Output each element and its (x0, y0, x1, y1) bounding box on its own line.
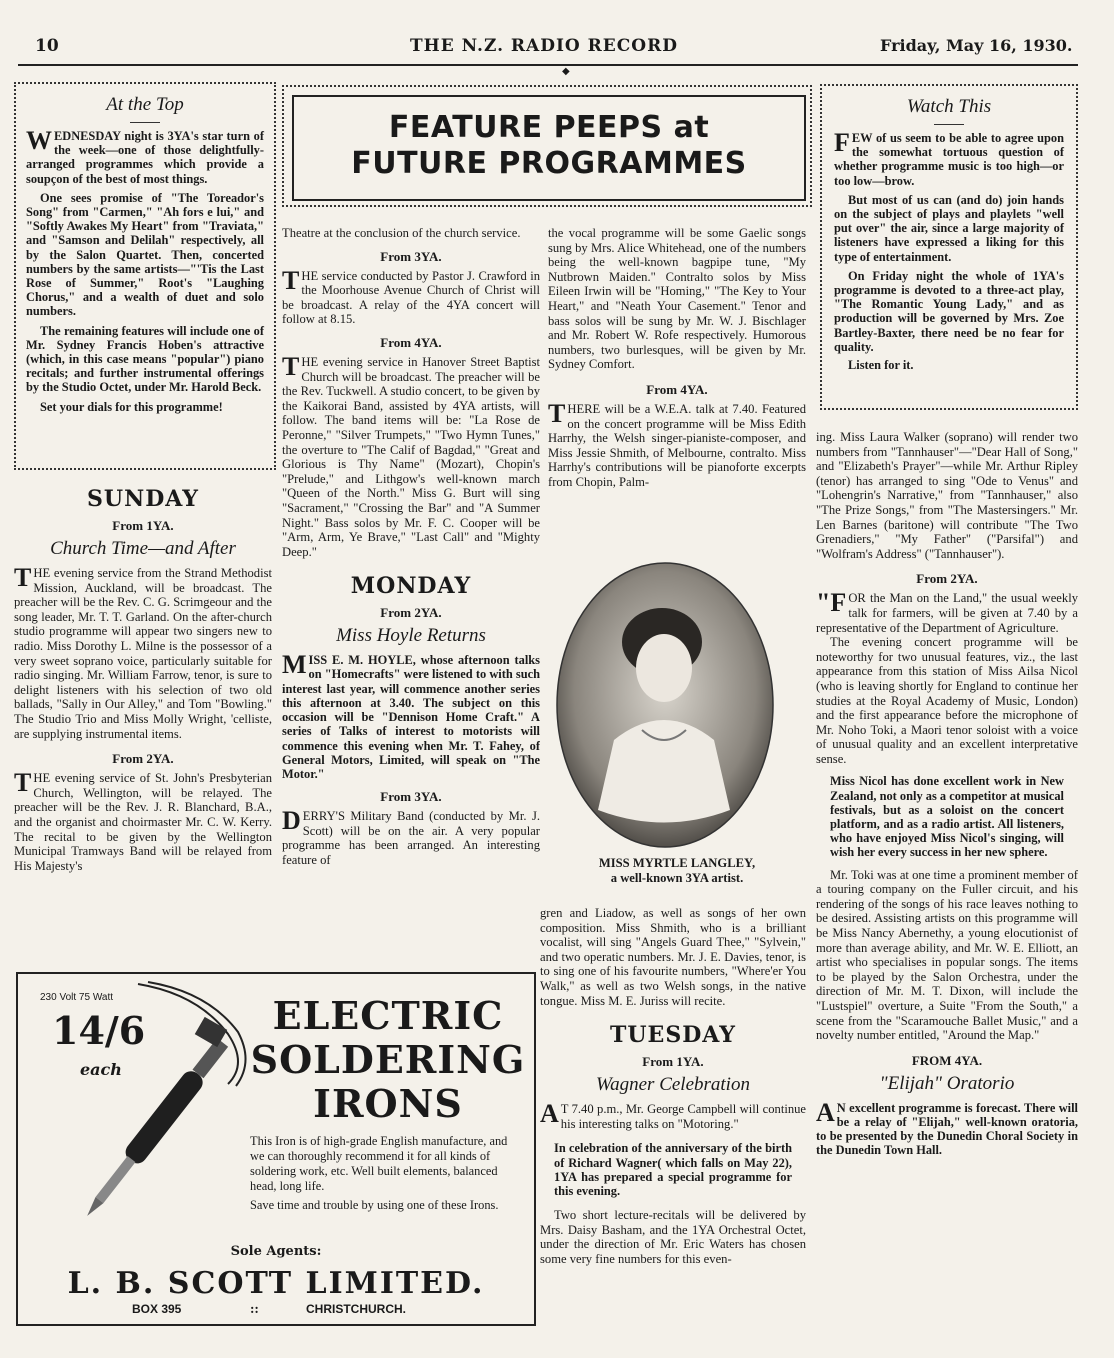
watch-this-box (820, 84, 1078, 410)
col3-para: A T 7.40 p.m., Mr. George Campbell will continue his interesting talks on "Motoring." (540, 1099, 806, 1131)
tuesday-heading: TUESDAY (610, 1022, 736, 1049)
ornament-dot: ◆ (562, 66, 570, 77)
ad-company: L. B. SCOTT LIMITED. (67, 1266, 485, 1301)
col3-para: Two short lecture-recitals will be delivered by Mrs. Daisy Basham, and the 1YA Orchestral Octet, under the direction of Mr. Eric Waters has chosen some very fine numbers for this even- (540, 1208, 806, 1266)
col4-bold-para: Miss Nicol has done excellent work in New Zealand, not only as a competitor at musical festivals, but as a soloist on the concert platform, and as a radio artist. All listeners, who have enjoyed Miss Nicol's singing, will wish her every success in her new sphere. (830, 774, 1064, 860)
ad-desc-para: This Iron is of high-grade English manufacture, and we can thoroughly recommend it for all kinds of soldering work, etc. Well built elements, balanced head, long life. (250, 1134, 508, 1193)
sunday-column (14, 486, 272, 956)
masthead: THE N.Z. RADIO RECORD (410, 36, 678, 56)
caption-name: MISS MYRTLE LANGLEY, (598, 856, 756, 870)
station-label: From 1YA. (642, 1054, 704, 1070)
ad-specs: 230 Volt 75 Watt (40, 992, 114, 1003)
col2-para: Theatre at the conclusion of the church service. (282, 226, 521, 240)
ad-headline-line: IRONS (313, 1081, 463, 1126)
portrait-image (554, 560, 776, 850)
feature-headline-box (282, 85, 812, 207)
tuesday-subhead: Wagner Celebration (596, 1074, 750, 1096)
ad-agents: Sole Agents: (230, 1244, 322, 1259)
at-the-top-box (14, 82, 276, 470)
feature-title-line2: FUTURE PROGRAMMES (351, 146, 747, 181)
ad-headline-line: SOLDERING (250, 1037, 526, 1082)
ad-separator: :: (250, 1302, 259, 1316)
at-the-top-title: At the Top (106, 94, 184, 115)
col3-para: THERE will be a W.E.A. talk at 7.40. Featured on the concert programme will be Miss Edith Harrhy, the Welsh singer-pianiste-composer, and Miss Jessie Shmith, of Melbourne, contralto. Miss Harrhy's contributions will be pianoforte excerpts from Chopin, Palm- (548, 398, 806, 489)
station-label: From 1YA. (112, 518, 174, 533)
col4-para: ing. Miss Laura Walker (soprano) will render two numbers from "Tannhauser"—"Dear Hall of Song," and "Elizabeth's Prayer"—while Mr. Arthur Ripley (tenor) has arranged to sing "Ode to Venus" and "Lohengrin's Narrative," from "Tannhauser," also "The Prize Songs," from "The Mastersingers." Mr. Len Barnes (baritone) will contribute "The Two Grenadiers," "My Father" ("Parsifal") and "Wolfram's Address" ("Tannhauser"). (816, 430, 1078, 561)
sunday-para: THE evening service from the Strand Methodist Mission, Auckland, will be broadcast. The preacher will be the Rev. C. G. Scrimgeour and the song leader, Mr. T. T. Garland. On the after-church studio programme will appear two singers new to radio. Miss Dorothy L. Milne is the possessor of a very sweet soprano voice, particularly suitable for radio singing. Mr. William Farrow, tenor, is sure to delight listeners with his selection of two old ballads, "Sally in Our Alley," and Tom "Bowling." The Studio Trio and Miss Molly Wright, 'celliste, are supplying instrumental items. (14, 563, 272, 741)
station-label: From 2YA. (112, 751, 174, 767)
column-3-top (548, 226, 806, 556)
watch-this-para: But most of us can (and do) join hands on the subject of plays and playlets "well put over" the air, since a large majority of listeners have expressed a liking for this type of entertainment. (834, 192, 1064, 264)
column-4 (816, 430, 1078, 1340)
portrait-caption (548, 856, 806, 886)
sunday-para: THE evening service of St. John's Presbyterian Church, Wellington, will be relayed. The preacher will be the Rev. J. R. Blanchard, B.A., and the organist and choirmaster Mr. C. W. Kerry. The recital to be given by the Wellington Municipal Tramways Band will be relayed from His Majesty's (14, 768, 272, 873)
col4-para: "FOR the Man on the Land," the usual weekly talk for farmers, will be given at 7.40 by a representative of the Department of Agriculture. (816, 588, 1078, 635)
col4-para: Mr. Toki was at one time a prominent member of a touring company on the Fuller circuit, and his rendering of the songs of his race leaves nothing to be desired. Assisting artists on this programme will be Miss Nancy Abernethy, a young elocutionist of more than average ability, and Mr. W. E. Elliott, an artist who specialises in popular songs. The items to be played by the Salon Orchestra, under the direction of Mr. M. T. Dixon, will include the "Lustspiel" overture, a Suite "From the South," a scene from the "Scaramouche Ballet Music," and a novelty number entitled, "Around the Map." (816, 867, 1078, 1043)
ad-description (250, 1134, 522, 1213)
ad-price: 14/6 (52, 1008, 146, 1053)
col3-para: the vocal programme will be some Gaelic songs sung by Mrs. Alice Whitehead, one of the numbers being the well-known bagpipe tune, "My Nutbrown Maiden." Contralto solos by Miss Eileen Irwin will be "Homing," "The Key to Your Heart," and "Neath Your Casement." Tenor and bass solos will be sung by Mr. W. J. Bischlager and Mr. Robert W. Rofe respectively. Humorous numbers, two burlesques, will be given by Mr. Sydney Comfort. (548, 226, 806, 372)
watch-this-para: On Friday night the whole of 1YA's programme is devoted to a three-act play, "The Romantic Young Lady," and as production will be governed by Mrs. Zoe Bartley-Baxter, there need be no fear for quality. (834, 268, 1064, 354)
page-number: 10 (35, 36, 59, 56)
ad-desc-para: Save time and trouble by using one of these Irons. (250, 1198, 499, 1212)
elijah-subhead: "Elijah" Oratorio (879, 1072, 1015, 1094)
col3-bold-para: In celebration of the anniversary of the birth of Richard Wagner( which falls on May 22), 1YA has prepared a special programme for this evening. (554, 1141, 792, 1198)
at-the-top-para: One sees promise of "The Toreador's Song" from "Carmen," "Ah fors e lui," and "Softly Awakes My Heart" from "Traviata," and "Samson and Delilah" respectively, all by the Salon Quartet. Then, concerted numbers by the same artists—"'Tis the Last Rose of Summer," Root's "Laughing Chorus," and a wealth of duet and solo numbers. (26, 190, 264, 319)
divider (934, 124, 964, 125)
monday-subhead: Miss Hoyle Returns (336, 625, 486, 647)
column-3-bottom (540, 906, 806, 1336)
station-label: From 3YA. (380, 789, 442, 805)
at-the-top-para: The remaining features will include one of Mr. Sydney Francis Hoben's attractive (which, in this case means "popular") piano recitals; and further instrumental offerings by the Studio Octet, under Mr. Harold Beck. (26, 323, 264, 395)
divider (130, 122, 160, 123)
header-rule (18, 64, 1078, 66)
station-label: From 2YA. (380, 605, 442, 621)
ad-city: CHRISTCHURCH. (306, 1302, 406, 1316)
issue-date: Friday, May 16, 1930. (880, 36, 1073, 55)
station-label: From 4YA. (380, 334, 442, 350)
station-label: FROM 4YA. (911, 1052, 983, 1068)
col2-para: MISS E. M. HOYLE, whose afternoon talks on "Homecrafts" were listened to with such interest last year, will commence another series this afternoon at 3.40. The subject on this occasion will be "Dennison Home Craft." A series of Talks of interest to motorists will commence this evening when Mr. T. Fahey, of General Motors, Limited, will speak on "The Motor." (282, 650, 540, 781)
column-2 (282, 226, 540, 956)
page-header (0, 36, 1114, 62)
ad-each: each (80, 1060, 122, 1079)
col2-para: THE evening service in Hanover Street Baptist Church will be broadcast. The preacher will be the Rev. Tuckwell. A studio concert, to be given by the Kaikorai Band, assisted by 4YA artists, will follow. The band items will be: "La Rose de Peronne," "Silver Trumpets," "Two Hymn Tunes," the overture to "The Calif of Bagdad," "Great and Glorious is Thy Name" (Mozart), Chopin's "Prelude," and Lithgow's well-known march "Queen of the North." Miss G. Burt will sing "Sacrament," "Crossing the Bar" and "A Summer Night." Bass solos by Mr. F. C. Cooper will be "Arm, Arm, Ye Brave," "Last Call" and "Mighty Deep." (282, 351, 540, 559)
portrait-photo (554, 560, 776, 850)
ad-headline-line: ELECTRIC (272, 993, 504, 1038)
watch-this-para: FEW of us seem to be able to agree upon the somewhat tortuous question of whether programme music is too high—or too low—brow. (834, 128, 1064, 188)
station-label: From 3YA. (380, 248, 442, 264)
caption-desc: a well-known 3YA artist. (610, 871, 744, 885)
station-label: From 2YA. (916, 571, 978, 587)
watch-this-title: Watch This (906, 96, 992, 117)
feature-title-line1: FEATURE PEEPS at (388, 110, 710, 145)
col2-para: DERRY'S Military Band (conducted by Mr. J. Scott) will be on the air. A very popular programme has been arranged. An interesting feature of (282, 806, 540, 867)
at-the-top-para: WEDNESDAY night is 3YA's star turn of the week—one of those delightfully-arranged programmes which provide a soupçon of the best of most things. (26, 126, 264, 186)
station-label: From 4YA. (646, 381, 708, 397)
monday-heading: MONDAY (350, 573, 472, 600)
watch-this-para: Listen for it. (848, 358, 914, 373)
soldering-iron-ad (16, 972, 536, 1326)
col3-para: gren and Liadow, as well as songs of her own composition. Miss Shmith, who is a brilliant vocalist, will sing "Angels Guard Thee," "Sylvein," and two operatic numbers. Mr. J. E. Davies, tenor, is to sing one of his favourite numbers, "Where'er You Walk," as well as two Welsh songs, in the native tongue. Miss M. E. Juriss will recite. (540, 906, 806, 1008)
ad-box-number: BOX 395 (132, 1302, 182, 1316)
sunday-heading: SUNDAY (87, 486, 199, 512)
col4-para: A N excellent programme is forecast. There will be a relay of "Elijah," well-known oratoria, to be presented by the Dunedin Choral Society in the Dunedin Town Hall. (816, 1097, 1078, 1158)
at-the-top-para: Set your dials for this programme! (40, 399, 223, 414)
ad-headline (238, 994, 538, 1126)
col4-para: The evening concert programme will be noteworthy for two unusual features, viz., the last appearance from this station of Miss Ailsa Nicol (who is leaving shortly for England to continue her studies at the Royal Academy of Music, London) and the first appearance before the microphone of Mr. Noho Toki, a Maori tenor soloist with a voice of unusual quality and an excellent interpretative sense. (816, 635, 1078, 766)
col2-para: THE service conducted by Pastor J. Crawford in the Moorhouse Avenue Church of Christ will be broadcast. A relay of the 4YA concert will follow at 8.15. (282, 265, 540, 327)
sunday-subhead: Church Time—and After (50, 538, 236, 559)
